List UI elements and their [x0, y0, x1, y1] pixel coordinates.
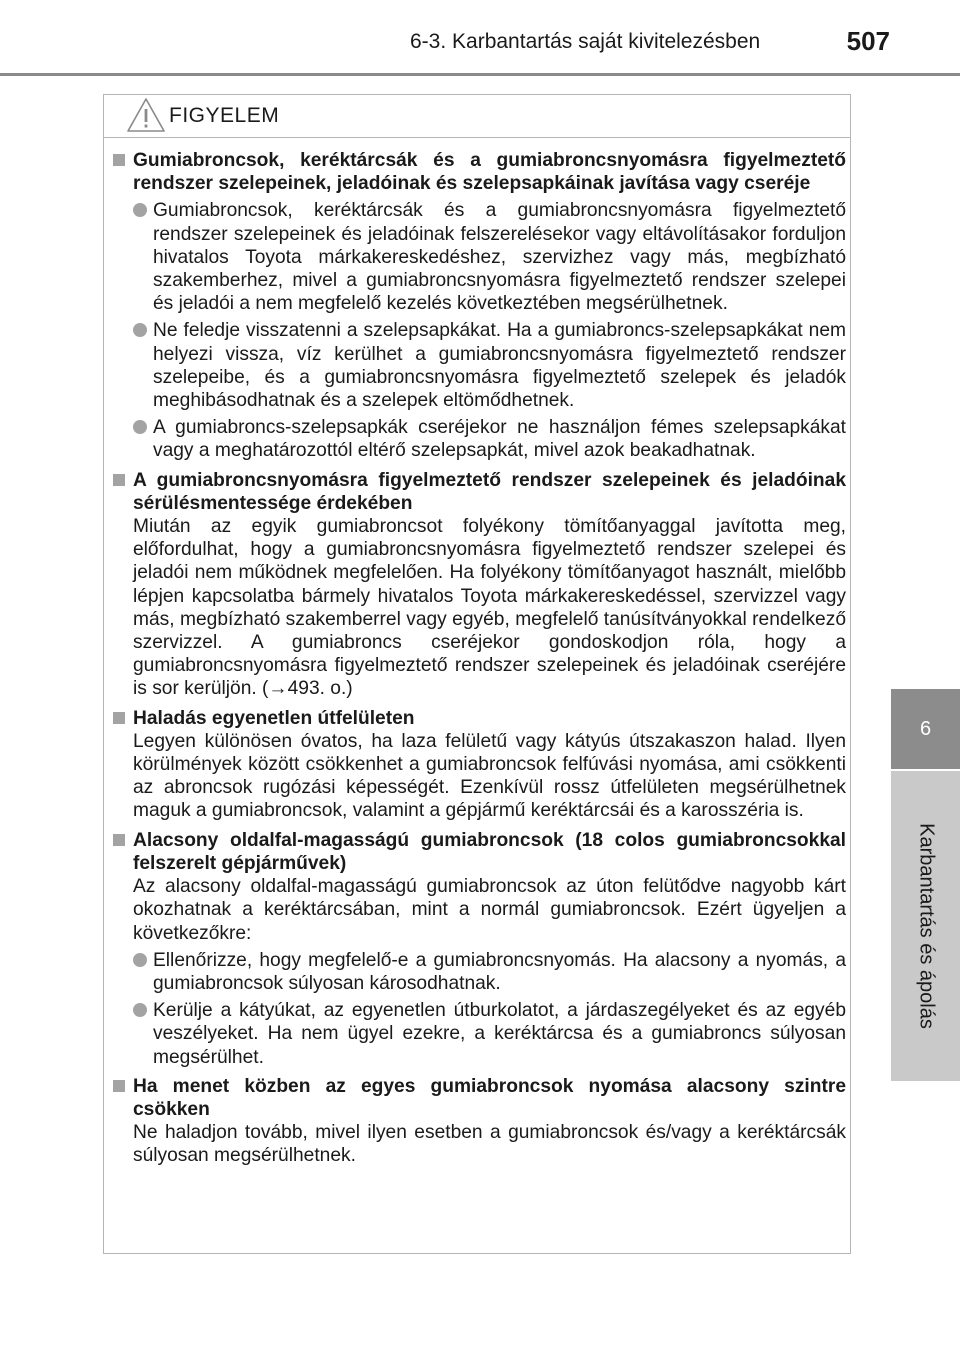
section-body: Legyen különösen óvatos, ha laza felületű vagy kátyús útszakaszon halad. Ilyen körülmények között csökkenhet a gumiabroncsok felfúvási nyomása, ami csökkenti az abroncsok rugózási képességét. Ezenkívül rossz útfelületen megsérülhetnek maguk a gumiabroncsok, valamint a gépjármű keréktárcsái és a karosszéria is.	[133, 730, 846, 822]
page-number: 507	[846, 26, 890, 56]
square-bullet-icon	[113, 154, 125, 166]
section-title: Alacsony oldalfal-magasságú gumiabroncsok (18 colos gumiabroncsokkal felszerelt gépjárművek)	[133, 829, 846, 874]
chapter-section-title: 6-3. Karbantartás saját kivitelezésben	[410, 30, 761, 53]
warning-content	[113, 149, 846, 1174]
square-bullet-icon	[113, 474, 125, 486]
side-tab-chapter-label	[891, 771, 960, 1081]
list-item	[133, 949, 846, 995]
list-item	[133, 999, 846, 1069]
square-bullet-icon	[113, 712, 125, 724]
section-low-profile-tires	[113, 829, 846, 1069]
section-tire-repair	[113, 149, 846, 463]
square-bullet-icon	[113, 1080, 125, 1092]
round-bullet-icon	[133, 420, 147, 434]
list-item	[133, 416, 846, 462]
section-title: Gumiabroncsok, keréktárcsák és a gumiabroncsnyomásra figyelmeztető rendszer szelepeinek, jeladóinak és szelepsapkáinak javítása vagy cseréje	[133, 150, 846, 195]
warning-header	[104, 95, 850, 138]
warning-triangle-icon	[126, 97, 166, 138]
side-tab-chapter-number	[891, 689, 960, 769]
list-item	[133, 319, 846, 412]
chapter-label: Karbantartás és ápolás	[915, 823, 937, 1029]
section-body: Ne haladjon tovább, mivel ilyen esetben a gumiabroncsok és/vagy a keréktárcsák súlyosan megsérülhetnek.	[133, 1122, 846, 1167]
round-bullet-icon	[133, 953, 147, 967]
round-bullet-icon	[133, 1003, 147, 1017]
item-text: Ne feledje visszatenni a szelepsapkákat. Ha a gumiabroncs-szelepsapkákat nem helyezi vissza, víz kerülhet a gumiabroncsnyomásra figyelmeztető rendszer szelepeibe, és a gumiabroncsnyomásra figyelmeztető szelepek és jeladók meghibásodhatnak és a szelepek eltömődhetnek.	[153, 320, 846, 412]
round-bullet-icon	[133, 323, 147, 337]
section-pressure-drop	[113, 1075, 846, 1168]
item-text: Ellenőrizze, hogy megfelelő-e a gumiabroncsnyomás. Ha alacsony a nyomás, a gumiabroncsok súlyosan károsodhatnak.	[153, 949, 846, 994]
item-text: Kerülje a kátyúkat, az egyenetlen útburkolatot, a járdaszegélyeket és az egyéb veszélyeket. Ha nem ügyel ezekre, a keréktárcsa és a gumiabroncs súlyosan megsérülhet.	[153, 1000, 846, 1068]
list-item	[133, 199, 846, 315]
chapter-number: 6	[919, 717, 932, 740]
warning-title: FIGYELEM	[169, 104, 280, 127]
section-body: Az alacsony oldalfal-magasságú gumiabroncsok az úton felütődve nagyobb kárt okozhatnak a keréktárcsában, mint a normál gumiabroncsok. Ezért ügyeljen a következőkre:	[133, 876, 846, 944]
section-uneven-road	[113, 707, 846, 823]
warning-box	[103, 94, 851, 1254]
header-divider	[0, 73, 960, 76]
item-text: Gumiabroncsok, keréktárcsák és a gumiabroncsnyomásra figyelmeztető rendszer szelepeinek és jeladóinak felszerelésekor vagy eltávolításakor forduljon hivatalos Toyota márkakereskedéshez, szervizhez vagy más, megbízható szakemberhez, mivel a gumiabroncsnyomásra figyelmeztető rendszer szelepei és jeladói a nem megfelelő kezelés következtében megsérülhetnek.	[153, 200, 846, 315]
section-body: Miután az egyik gumiabroncsot folyékony tömítőanyaggal javította meg, előfordulhat, hogy a gumiabroncsnyomásra figyelmeztető rendszer szelepei és jeladói nem működnek megfelelően. Ha folyékony tömítőanyagot használt, mielőbb lépjen kapcsolatba bármely hivatalos Toyota márkakereskedéssel, szervizzel vagy más, megbízható szakemberrel vagy egyéb, megfelelő tanúsítványokkal rendelkező szervizzel. A gumiabroncs cseréjekor gondoskodjon róla, hogy a gumiabroncsnyomásra figyelmeztető rendszer szelepeinek és jeladóinak cseréjére is sor kerüljön. (→493. o.)	[133, 516, 846, 700]
round-bullet-icon	[133, 203, 147, 217]
section-title: Haladás egyenetlen útfelületen	[133, 707, 415, 729]
item-text: A gumiabroncs-szelepsapkák cseréjekor ne használjon fémes szelepsapkákat vagy a meghatározottól eltérő szelepsapkát, mivel azok beakadhatnak.	[153, 417, 846, 462]
square-bullet-icon	[113, 834, 125, 846]
section-valve-integrity	[113, 469, 846, 701]
section-title: A gumiabroncsnyomásra figyelmeztető rendszer szelepeinek és jeladóinak sérülésmentessége érdekében	[133, 469, 846, 514]
section-title: Ha menet közben az egyes gumiabroncsok nyomása alacsony szintre csökken	[133, 1075, 846, 1120]
